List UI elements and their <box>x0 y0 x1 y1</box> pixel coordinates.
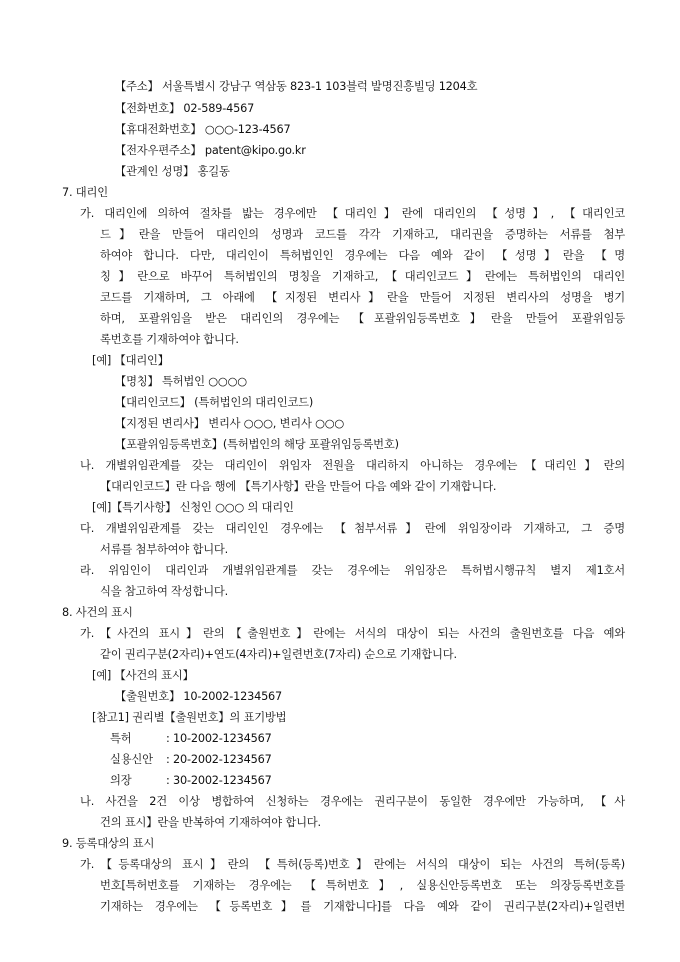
paragraph-line: 칭】란으로 바꾸어 특허법인의 명칭을 기재하고,【대리인코드】란에는 특허법인의 대리인 <box>100 270 625 283</box>
address-line: 【주소】 서울특별시 강남구 역삼동 823-1 103블럭 발명진흥빌딩 1204호 <box>115 80 478 93</box>
email-line: 【전자우편주소】 patent@kipo.go.kr <box>115 144 306 157</box>
paragraph-line: 드】란을 만들어 대리인의 성명과 코드를 각각 기재하고, 대리권을 증명하는 서류를 첨부 <box>100 228 625 241</box>
phone-line: 【전화번호】 02-589-4567 <box>115 102 255 115</box>
section-9-heading: 9. 등록대상의 표시 <box>62 837 155 850</box>
paragraph-line: 서류를 첨부하여야 합니다. <box>100 543 229 556</box>
example-line: 【포괄위임등록번호】(특허법인의 해당 포괄위임등록번호) <box>115 438 399 451</box>
right-type-number: : 10-2002-1234567 <box>166 732 272 745</box>
right-type-name: 특허 <box>110 732 132 745</box>
right-type-name: 실용신안 <box>110 753 153 766</box>
reference-label: [참고1] 권리별【출원번호】의 표기방법 <box>92 711 287 724</box>
paragraph-line: 라. 위임인이 대리인과 개별위임관계를 갖는 경우에는 위임장은 특허법시행규칙 별지 제1호서 <box>80 564 625 577</box>
right-type-number: : 20-2002-1234567 <box>166 753 272 766</box>
paragraph-line: 【대리인코드】란 다음 행에 【특기사항】란을 만들어 다음 예와 같이 기재합니다. <box>100 480 497 493</box>
paragraph-line: 가.【사건의 표시】란의【출원번호】란에는 서식의 대상이 되는 사건의 출원번호를 다음 예와 <box>80 627 625 640</box>
example-line: 【출원번호】 10-2002-1234567 <box>115 690 283 703</box>
paragraph-line: 록번호를 기재하여야 합니다. <box>100 333 239 346</box>
paragraph-line: 기재하는 경우에는 【등록번호】를 기재합니다]를 다음 예와 같이 권리구분(2자리)+일련번 <box>100 900 625 913</box>
paragraph-line: 코드를 기재하며, 그 아래에 【지정된 변리사】란을 만들어 지정된 변리사의 성명을 병기 <box>100 291 625 304</box>
example-line: [예]【특기사항】 신청인 ○○○ 의 대리인 <box>92 501 294 514</box>
example-line: 【대리인코드】 (특허법인의 대리인코드) <box>115 396 314 409</box>
contact-name-line: 【관계인 성명】 홍길동 <box>115 165 230 178</box>
paragraph-line: 가.【등록대상의 표시】란의 【특허(등록)번호】란에는 서식의 대상이 되는 사건의 특허(등록) <box>80 858 625 871</box>
example-label: [예] 【사건의 표시】 <box>92 669 194 682</box>
right-type-number: : 30-2002-1234567 <box>166 774 272 787</box>
paragraph-line: 식을 참고하여 작성합니다. <box>100 585 229 598</box>
paragraph-line: 다. 개별위임관계를 갖는 대리인인 경우에는 【첨부서류】란에 위임장이라 기재하고, 그 증명 <box>80 522 625 535</box>
mobile-line: 【휴대전화번호】 ○○○-123-4567 <box>115 123 291 136</box>
section-8-heading: 8. 사건의 표시 <box>62 606 133 619</box>
section-7-heading: 7. 대리인 <box>62 186 108 199</box>
right-type-name: 의장 <box>110 774 132 787</box>
example-line: 【지정된 변리사】 변리사 ○○○, 변리사 ○○○ <box>115 417 345 430</box>
paragraph-line: 나. 개별위임관계를 갖는 대리인이 위임자 전원을 대리하지 아니하는 경우에는【대리인】란의 <box>80 459 625 472</box>
example-line: 【명칭】 특허법인 ○○○○ <box>115 375 247 388</box>
paragraph-line: 건의 표시】란을 반복하여 기재하여야 합니다. <box>100 816 321 829</box>
paragraph-line: 번호[특허번호를 기재하는 경우에는 【특허번호】, 실용신안등록번호 또는 의장등록번호를 <box>100 879 625 892</box>
paragraph-line: 나. 사건을 2건 이상 병합하여 신청하는 경우에는 권리구분이 동일한 경우에만 가능하며, 【사 <box>80 795 625 808</box>
paragraph-line: 가. 대리인에 의하여 절차를 밟는 경우에만 【대리인】란에 대리인의 【성명】, 【대리인코 <box>80 207 625 220</box>
example-label: [예] 【대리인】 <box>92 354 169 367</box>
paragraph-line: 같이 권리구분(2자리)+연도(4자리)+일련번호(7자리) 순으로 기재합니다. <box>100 648 457 661</box>
paragraph-line: 하여야 합니다. 다만, 대리인이 특허법인인 경우에는 다음 예와 같이 【성명】란을 【명 <box>100 249 625 262</box>
paragraph-line: 하며, 포괄위임을 받은 대리인의 경우에는 【포괄위임등록번호】란을 만들어 포괄위임등 <box>100 312 625 325</box>
